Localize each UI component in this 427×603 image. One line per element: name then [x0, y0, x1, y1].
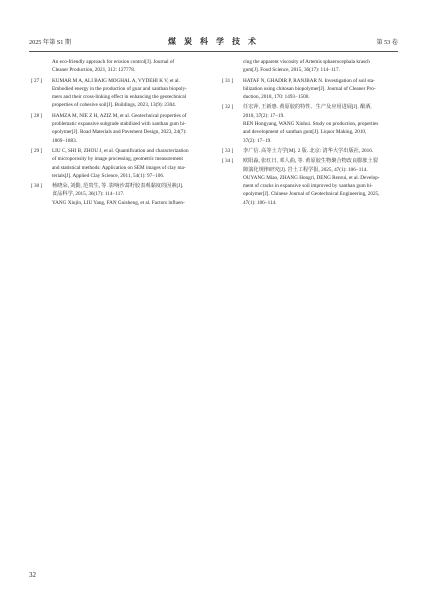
running-header: [29, 37, 398, 49]
reference-text-line: KUMAR M A, ALI BAIG MOGHAL A, VYDEHI K V, et al.: [52, 77, 180, 84]
reference-text-line: LIU C, SHI B, ZHOU J, et al. Quantification and characterization: [52, 147, 189, 154]
reference-text-line: OUYANG Miao, ZHANG Hongri, DENG Renrui, et al. Develop-: [243, 174, 380, 181]
reference-text-line: An eco-friendly approach for erosion control[J]. Journal of: [52, 59, 175, 65]
reference-text-line: REN Hongyang, WANG Xinhui. Study on production, properties: [243, 121, 379, 128]
reference-text-line: gum[J]. Food Science, 2015, 36(17): 114−117.: [243, 67, 340, 74]
reference-text-line: 1869−1883.: [52, 137, 77, 144]
reference-entry: [222, 157, 398, 207]
reference-text-line: 37(2): 17−19.: [243, 137, 272, 144]
reference-number: [ 27 ]: [31, 77, 43, 84]
reference-number: [ 29 ]: [31, 147, 43, 154]
reference-number: [ 30 ]: [31, 183, 43, 190]
reference-text-line: Embodied energy in the production of guar and xanthan biopoly-: [52, 85, 187, 92]
reference-text-line: problematic expansive subgrade stabilized with xanthan gum bi-: [52, 121, 186, 128]
page-number: 32: [29, 571, 36, 579]
reference-entry: [222, 77, 398, 102]
reference-text-line: 任宏萍, 王新惠. 黄原胶的特性、生产及应用进展[J]. 酿酒,: [243, 104, 372, 111]
reference-entry: [222, 58, 398, 75]
reference-text-line: properties of cohesive soil[J]. Buildings, 2023, 13(9): 2304.: [52, 102, 177, 109]
reference-number: [ 31 ]: [222, 77, 234, 84]
reference-text-line: mers and their cross-linking effect in enhancing the geotechnical: [52, 94, 187, 101]
reference-text-line: 欧阳淼, 张红日, 邓人曲, 等. 黄原胶生物聚合物改良膨胀土裂: [243, 158, 378, 165]
volume-label: 第 53 卷: [376, 39, 398, 46]
reference-text-line: ment of cracks in expansive soil improved by xanthan gum bi-: [243, 183, 373, 190]
reference-text-line: 2010, 37(2): 17−19.: [243, 112, 285, 119]
reference-text-line: and development of xanthan gum[J]. Liquor Making, 2010,: [243, 129, 367, 136]
reference-number: [ 32 ]: [222, 104, 234, 111]
reference-text-line: and statistical methods: Application on SEM images of clay ma-: [52, 164, 186, 171]
reference-text-line: of microporosity by image processing, geometric measurement: [52, 156, 183, 163]
reference-entry: [222, 147, 398, 155]
reference-text-line: YANG Xiujin, LIU Yang, FAN Guisheng, et al. Factors influen-: [52, 199, 185, 206]
reference-text-line: duction, 2018, 170: 1493−1500.: [243, 94, 310, 101]
reference-text-line: cing the apparent viscosity of Artemis sphaerocephala krasch: [243, 59, 370, 65]
reference-entry: [222, 103, 398, 144]
right-reference-column: [222, 58, 398, 209]
reference-entry: [31, 58, 207, 75]
reference-text-line: opolymer[J]. Chinese Journal of Geotechnical Engineering, 2025,: [243, 191, 380, 198]
left-reference-column: [31, 58, 207, 209]
reference-entry: [31, 147, 207, 180]
reference-text-line: bilization using chitosan biopolymer[J]. Journal of Cleaner Pro-: [243, 85, 376, 92]
reference-text-line: 隙演化规律研究[J]. 岩土工程学报, 2025, 47(1): 106−114.: [243, 166, 368, 173]
reference-entry: [31, 77, 207, 110]
header-rule: [29, 51, 398, 52]
issue-label: 2025 年第 S1 期: [29, 39, 72, 46]
reference-number: [ 28 ]: [31, 112, 43, 119]
reference-text-line: opolymer[J]. Road Materials and Pavement Design, 2023, 24(7):: [52, 129, 187, 136]
reference-text-line: Cleaner Production, 2021, 312: 127778.: [52, 67, 136, 74]
reference-text-line: 李广信. 高等土力学[M]. 2 版. 北京: 清华大学出版社, 2016.: [243, 147, 374, 154]
reference-text-line: 食品科学, 2015, 36(17): 114−117.: [52, 191, 125, 198]
reference-text-line: terials[J]. Applied Clay Science, 2011, 54(1): 97−106.: [52, 172, 165, 179]
reference-text-line: HAMZA M, NIE Z H, AZIZ M, et al. Geotechnical properties of: [52, 112, 187, 119]
journal-title: 煤 炭 科 学 技 术: [168, 37, 259, 46]
reference-entry: [31, 112, 207, 145]
reference-text-line: 杨晓朵, 刘勤, 范贵生, 等. 影响沙蒿籽胶表观黏度的因素[J].: [52, 183, 184, 190]
reference-number: [ 34 ]: [222, 158, 234, 165]
reference-entry: [31, 182, 207, 207]
reference-text-line: HATAF N, GHADIR P, RANJBAR N. Investigation of soil sta-: [243, 77, 375, 84]
reference-number: [ 33 ]: [222, 147, 234, 154]
reference-text-line: 47(1): 106−114.: [243, 199, 277, 206]
